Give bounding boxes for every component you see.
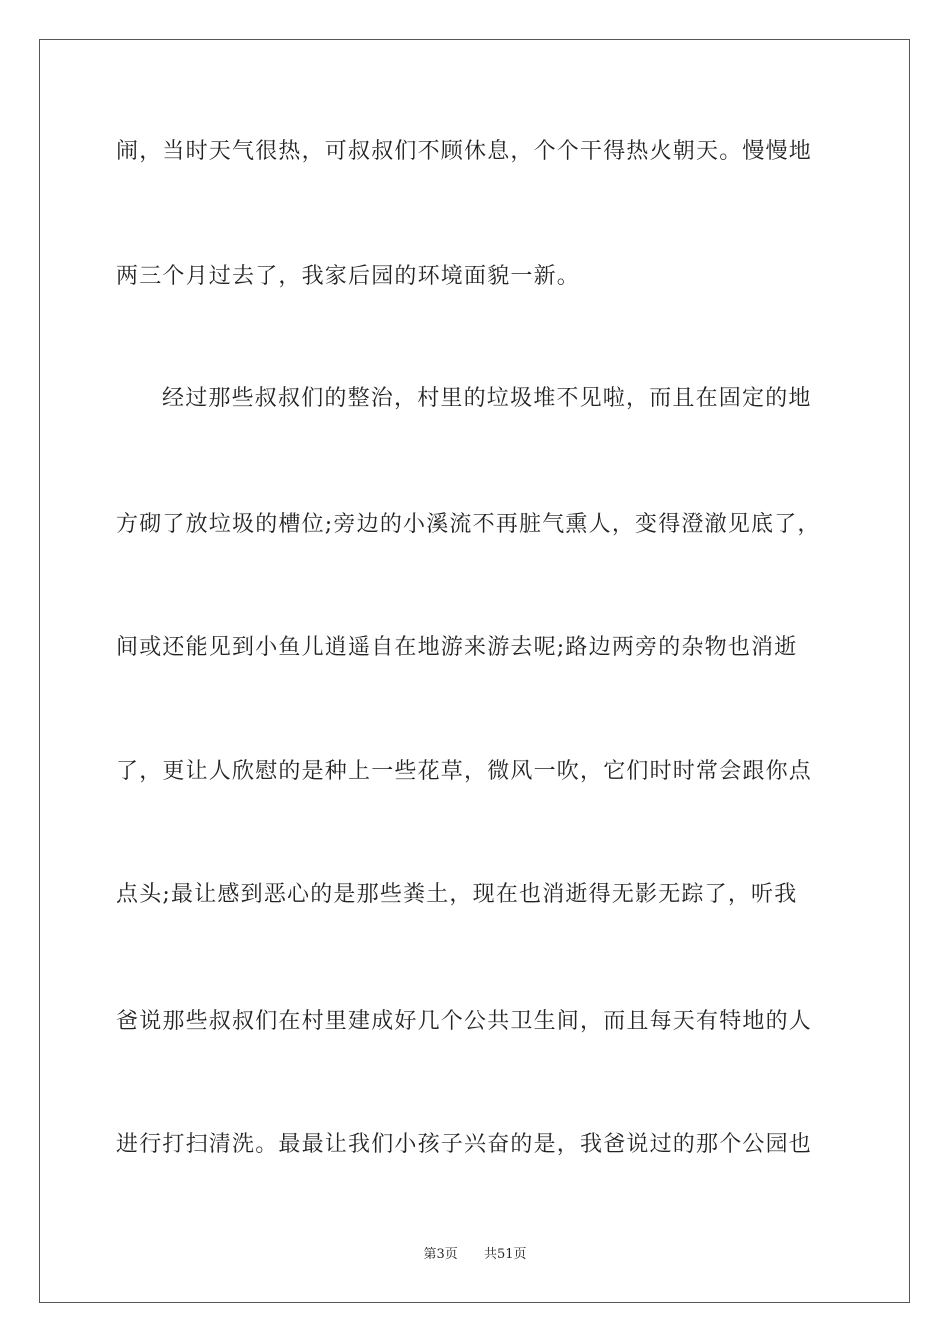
page-footer	[0, 1246, 950, 1264]
body-line-3-paragraph-start: 经过那些叔叔们的整治，村里的垃圾堆不见啦，而且在固定的地	[162, 386, 812, 411]
body-line-1: 闹，当时天气很热，可叔叔们不顾休息，个个干得热火朝天。慢慢地	[116, 139, 813, 164]
page-border	[39, 39, 910, 1303]
body-line-7: 点头;最让感到恶心的是那些粪土，现在也消逝得无影无踪了，听我	[116, 882, 798, 907]
body-line-4: 方砌了放垃圾的槽位;旁边的小溪流不再脏气熏人，变得澄澈见底了，	[116, 512, 821, 537]
body-line-8: 爸说那些叔叔们在村里建成好几个公共卫生间，而且每天有特地的人	[116, 1009, 813, 1034]
page-number: 第3页	[423, 1247, 458, 1262]
page-total: 共51页	[484, 1247, 527, 1262]
body-line-5: 间或还能见到小鱼儿逍遥自在地游来游去呢;路边两旁的杂物也消逝	[116, 635, 798, 660]
body-line-2: 两三个月过去了，我家后园的环境面貌一新。	[116, 264, 581, 289]
body-line-9: 进行打扫清洗。最最让我们小孩子兴奋的是，我爸说过的那个公园也	[116, 1132, 813, 1157]
body-line-6: 了，更让人欣慰的是种上一些花草，微风一吹，它们时时常会跟你点	[116, 759, 813, 784]
